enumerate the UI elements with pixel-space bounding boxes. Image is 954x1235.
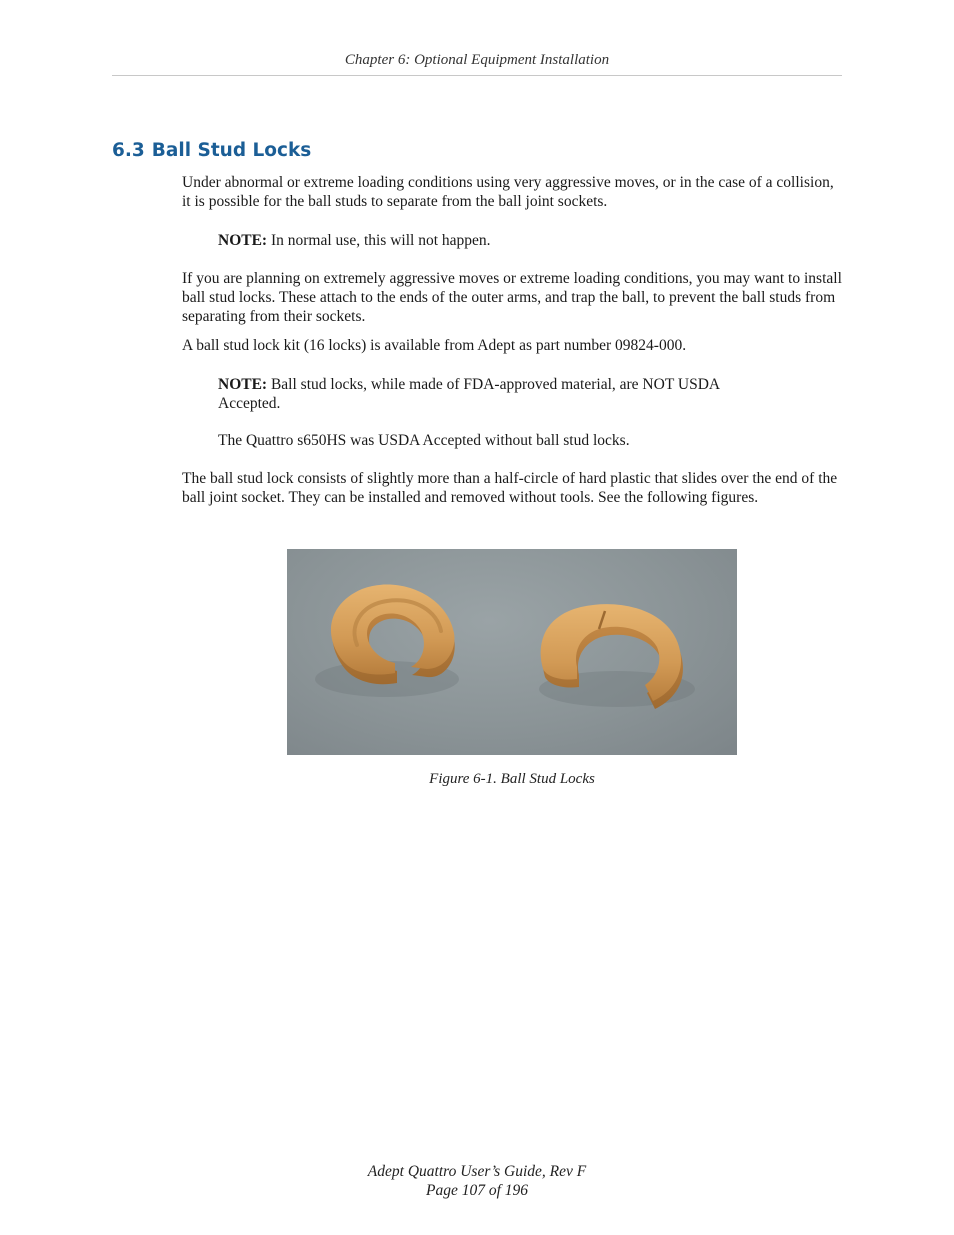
header-divider — [112, 75, 842, 76]
note-text: In normal use, this will not happen. — [267, 232, 491, 249]
section-heading — [112, 140, 311, 161]
footer-guide-title: Adept Quattro User’s Guide, Rev F — [367, 1163, 587, 1180]
section-title: Ball Stud Locks — [151, 140, 312, 161]
note-usda — [218, 375, 778, 413]
figure-caption: Figure 6-1. Ball Stud Locks — [429, 771, 595, 787]
footer-page-number: Page 107 of 196 — [425, 1182, 529, 1199]
note-usda-followup: The Quattro s650HS was USDA Accepted without ball stud locks. — [218, 432, 630, 449]
note-text: Ball stud locks, while made of FDA-approved material, are NOT USDA Accepted. — [218, 376, 720, 412]
left-lock-top — [331, 585, 454, 675]
ball-stud-locks-photo — [287, 549, 737, 755]
photo-illustration — [287, 549, 737, 755]
paragraph-kit-part-number: A ball stud lock kit (16 locks) is available from Adept as part number 09824-000. — [182, 337, 687, 354]
paragraph-lock-description: The ball stud lock consists of slightly more than a half-circle of hard plastic that slides over the end of the ball joint socket. They can be installed and removed without tools. See the following figures. — [182, 470, 838, 506]
note-label: NOTE: — [218, 232, 268, 249]
running-header: Chapter 6: Optional Equipment Installation — [344, 52, 610, 68]
note-normal-use — [218, 231, 818, 250]
paragraph-aggressive-moves: If you are planning on extremely aggressive moves or extreme loading conditions, you may want to install ball stud locks. These attach to the ends of the outer arms, and trap the ball, to prevent the ball studs from separating from their sockets. — [182, 270, 842, 325]
section-number: 6.3 — [112, 140, 145, 161]
note-label: NOTE: — [218, 376, 268, 393]
paragraph-intro: Under abnormal or extreme loading conditions using very aggressive moves, or in the case of a collision, it is possible for the ball studs to separate from the ball joint sockets. — [182, 174, 834, 210]
